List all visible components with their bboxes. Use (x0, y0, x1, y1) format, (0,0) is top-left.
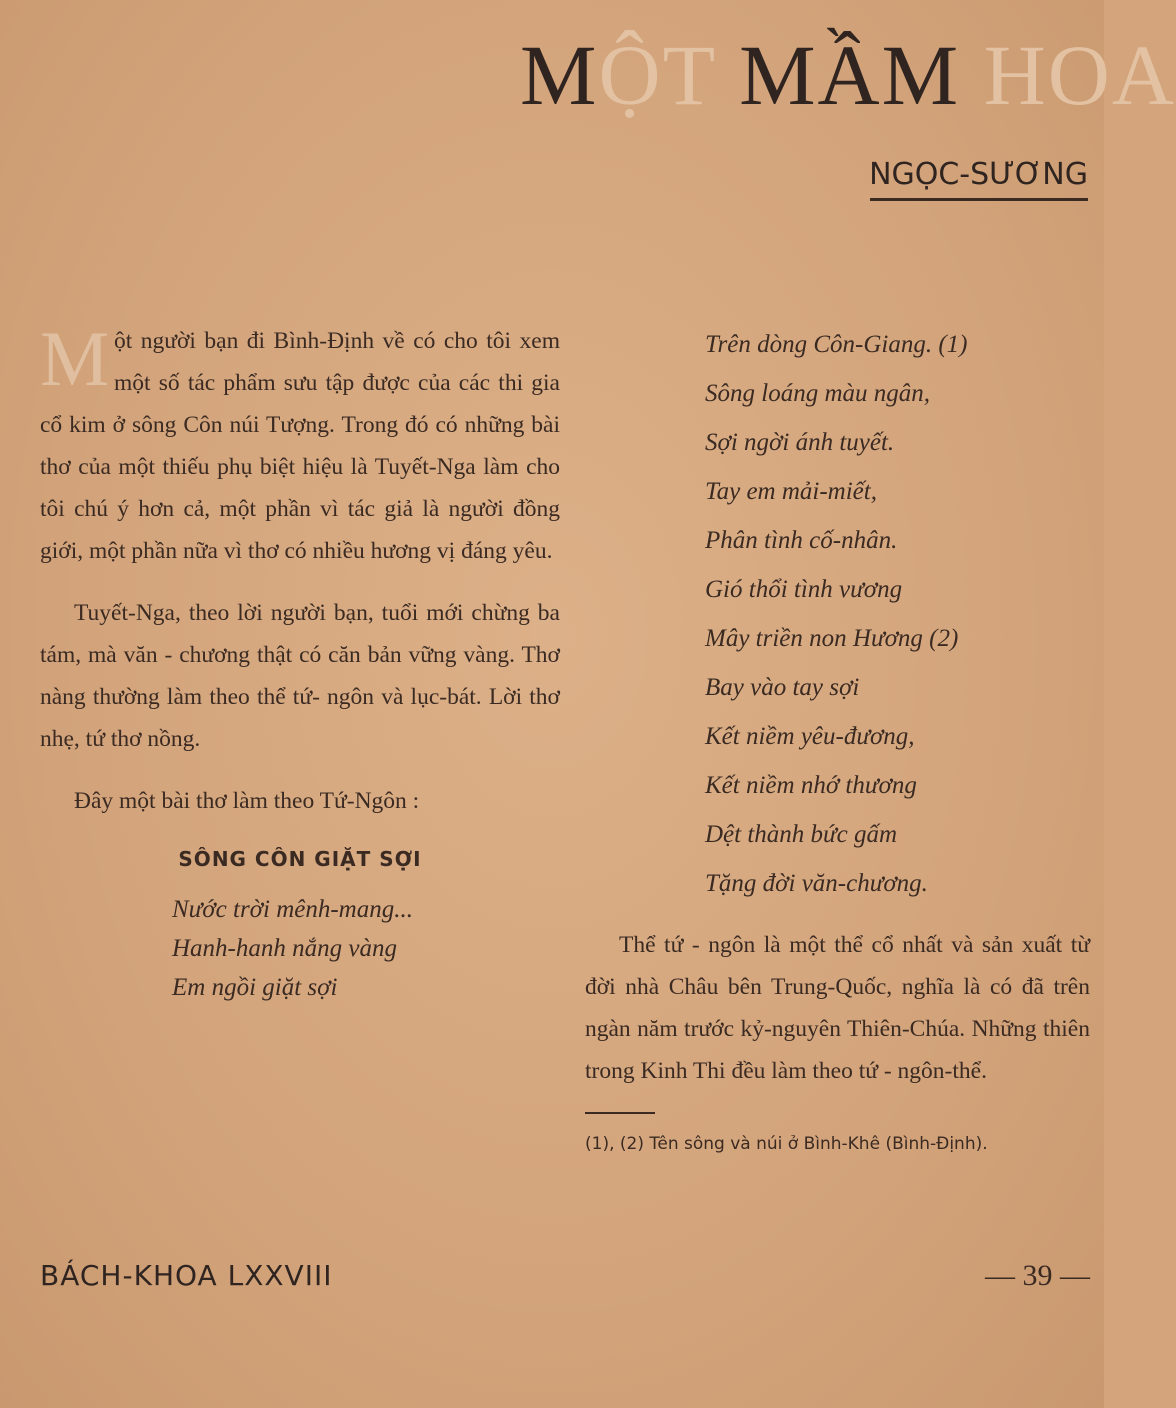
intro-text: ột người bạn đi Bình-Định về có cho tôi xem một số tác phẩm sưu tập được của các thi gia cổ kim ở sông Côn núi Tượng. Trong đó có những bài thơ của một thiếu phụ biệt hiệu là Tuyết-Nga làm cho tôi chú ý hơn cả, một phần vì tác giả là người đồng giới, một phần nữa vì thơ có nhiều hương vị đáng yêu. (40, 328, 560, 564)
paragraph-right: Thể tứ - ngôn là một thể cổ nhất và sản xuất từ đời nhà Châu bên Trung-Quốc, nghĩa là có đã trên ngàn năm trước kỷ-nguyên Thiên-Chúa. Những thiên trong Kinh Thi đều làm theo tứ - ngôn-thể. (585, 932, 1090, 1084)
drop-cap: M (40, 315, 110, 402)
author-name: NGỌC-SƯƠNG (869, 157, 1088, 192)
paragraph-3: Đây một bài thơ làm theo Tứ-Ngôn : (74, 788, 420, 814)
article-title (520, 27, 1176, 123)
magazine-issue: BÁCH-KHOA LXXVIII (40, 1259, 333, 1292)
poem-line: Gió thổi tình vương (705, 576, 903, 603)
title-part-4: HOA (983, 27, 1176, 123)
poem-line: Kết niềm yêu-đương, (705, 723, 915, 750)
poem-title: SÔNG CÔN GIẶT SỢI (178, 847, 422, 871)
poem-line: Dệt thành bức gấm (705, 821, 898, 848)
poem-line: Nước trời mênh-mang... (172, 896, 413, 923)
footnote-rule (585, 1112, 655, 1114)
poem-line: Trên dòng Côn-Giang. (1) (705, 331, 968, 358)
title-part-3: MẦM (739, 27, 984, 123)
title-part-1: M (520, 27, 599, 123)
poem-line: Em ngồi giặt sợi (172, 974, 338, 1001)
poem-line: Phân tình cố-nhân. (705, 527, 898, 554)
poem-left (40, 890, 560, 1007)
author-underline (870, 198, 1088, 201)
poem-line: Kết niềm nhớ thương (705, 772, 917, 799)
left-column (40, 315, 560, 1007)
title-part-2: ỘT (598, 27, 740, 123)
poem-line: Sợi ngời ánh tuyết. (705, 429, 895, 456)
poem-line: Sông loáng màu ngân, (705, 380, 930, 407)
poem-right (585, 320, 1090, 908)
page-number: — 39 — (985, 1259, 1090, 1292)
right-column (585, 320, 1090, 1160)
poem-line: Hanh-hanh nắng vàng (172, 935, 397, 962)
footnote: (1), (2) Tên sông và núi ở Bình-Khê (Bình-Định). (585, 1134, 988, 1154)
paragraph-2: Tuyết-Nga, theo lời người bạn, tuổi mới chừng ba tám, mà văn - chương thật có căn bản vững vàng. Thơ nàng thường làm theo thể tứ- ngôn và lục-bát. Lời thơ nhẹ, tứ thơ nồng. (40, 600, 560, 752)
poem-line: Bay vào tay sợi (705, 674, 860, 701)
poem-line: Tặng đời văn-chương. (705, 870, 928, 897)
poem-line: Mây triền non Hương (2) (705, 625, 959, 652)
poem-line: Tay em mải-miết, (705, 478, 877, 505)
intro-paragraph (40, 315, 560, 572)
